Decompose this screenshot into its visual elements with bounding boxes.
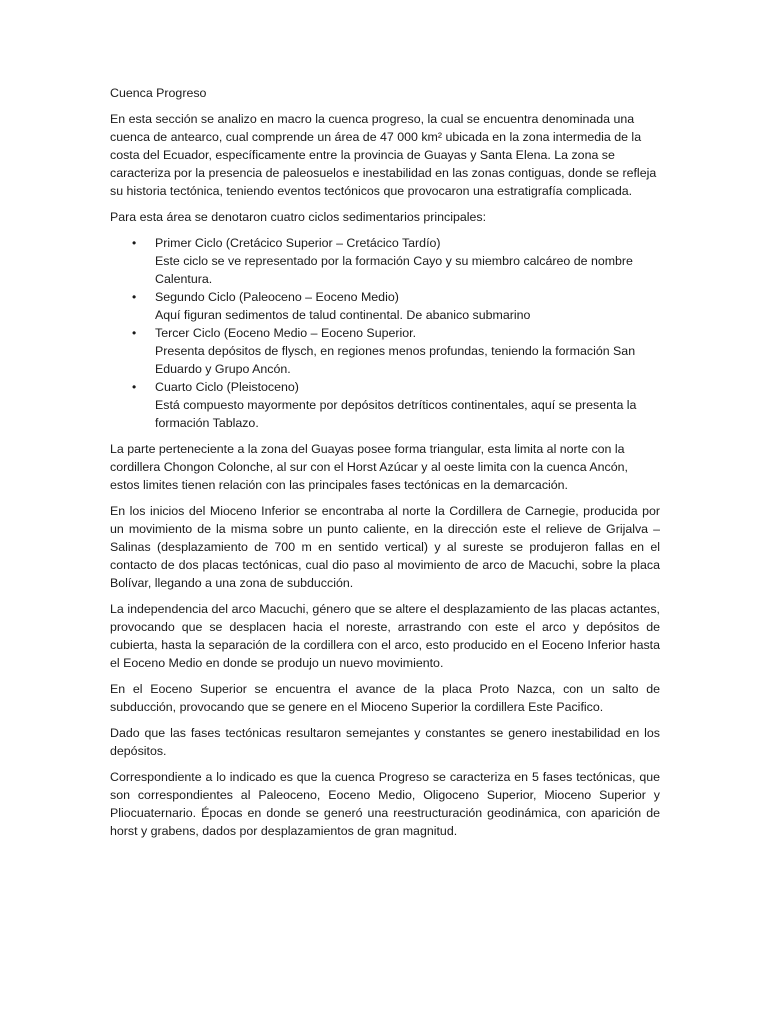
cycle-description: Está compuesto mayormente por depósitos detríticos continentales, aquí se presenta la formación Tablazo.: [155, 398, 637, 430]
cycle-title: Primer Ciclo (Cretácico Superior – Cretácico Tardío): [155, 236, 441, 250]
eoceno-paragraph: En el Eoceno Superior se encuentra el avance de la placa Proto Nazca, con un salto de subducción, provocando que se genere en el Mioceno Superior la cordillera Este Pacifico.: [110, 682, 660, 714]
document-title: Cuenca Progreso: [110, 86, 207, 100]
cycle-title: Segundo Ciclo (Paleoceno – Eoceno Medio): [155, 290, 399, 304]
bullet-icon: •: [132, 236, 137, 250]
bullet-icon: •: [132, 290, 137, 304]
macuchi-paragraph: La independencia del arco Macuchi, género que se altere el desplazamiento de las placas actantes, provocando que se desplacen hacia el noreste, arrastrando con este el arco y depósitos de cubierta, hasta la separación de la cordillera con el arco, esto producido en el Eoceno Inferior hasta el Eoceno Medio en donde se produjo un nuevo movimiento.: [110, 602, 660, 670]
mioceno-paragraph: En los inicios del Mioceno Inferior se encontraba al norte la Cordillera de Carnegie, producida por un movimiento de la misma sobre un punto caliente, en la dirección este el relieve de Grijalva – Salinas (desplazamiento de 700 m en sentido vertical) y al sureste se produjeron fallas en el contacto de dos placas tectónicas, cual dio paso al movimiento de arco de Macuchi, sobre la placa Bolívar, llegando a una zona de subducción.: [110, 504, 660, 590]
cycle-description: Este ciclo se ve representado por la formación Cayo y su miembro calcáreo de nombre Calentura.: [155, 254, 633, 286]
list-item-cycle-4: [110, 378, 660, 432]
cycles-list: [110, 234, 660, 432]
document-page: [110, 84, 660, 848]
guayas-paragraph: La parte perteneciente a la zona del Guayas posee forma triangular, esta limita al norte con la cordillera Chongon Colonche, al sur con el Horst Azúcar y al oeste limita con la cuenca Ancón, estos limites tienen relación con las principales fases tectónicas en la demarcación.: [110, 442, 628, 492]
cycles-intro-paragraph: Para esta área se denotaron cuatro ciclos sedimentarios principales:: [110, 210, 487, 224]
intro-paragraph: En esta sección se analizo en macro la cuenca progreso, la cual se encuentra denominada una cuenca de antearco, cual comprende un área de 47 000 km² ubicada en la zona intermedia de la costa del Ecuador, específicamente entre la provincia de Guayas y Santa Elena. La zona se caracteriza por la presencia de paleosuelos e inestabilidad en las zonas contiguas, donde se refleja su historia tectónica, teniendo eventos tectónicos que provocaron una estratigrafía complicada.: [110, 112, 657, 198]
list-item-cycle-3: [110, 324, 660, 378]
cycle-title: Cuarto Ciclo (Pleistoceno): [155, 380, 299, 394]
bullet-icon: •: [132, 380, 137, 394]
list-item-cycle-1: [110, 234, 660, 288]
fases-paragraph: Dado que las fases tectónicas resultaron semejantes y constantes se genero inestabilidad en los depósitos.: [110, 726, 660, 758]
cycle-description: Presenta depósitos de flysch, en regiones menos profundas, teniendo la formación San Eduardo y Grupo Ancón.: [155, 344, 636, 376]
cycle-description: Aquí figuran sedimentos de talud continental. De abanico submarino: [155, 308, 531, 322]
conclusion-paragraph: Correspondiente a lo indicado es que la cuenca Progreso se caracteriza en 5 fases tectónicas, que son correspondientes al Paleoceno, Eoceno Medio, Oligoceno Superior, Mioceno Superior y Pliocuaternario. Épocas en donde se generó una reestructuración geodinámica, con aparición de horst y grabens, dados por desplazamientos de gran magnitud.: [110, 770, 660, 838]
list-item-cycle-2: [110, 288, 660, 324]
bullet-icon: •: [132, 326, 137, 340]
cycle-title: Tercer Ciclo (Eoceno Medio – Eoceno Superior.: [155, 326, 417, 340]
